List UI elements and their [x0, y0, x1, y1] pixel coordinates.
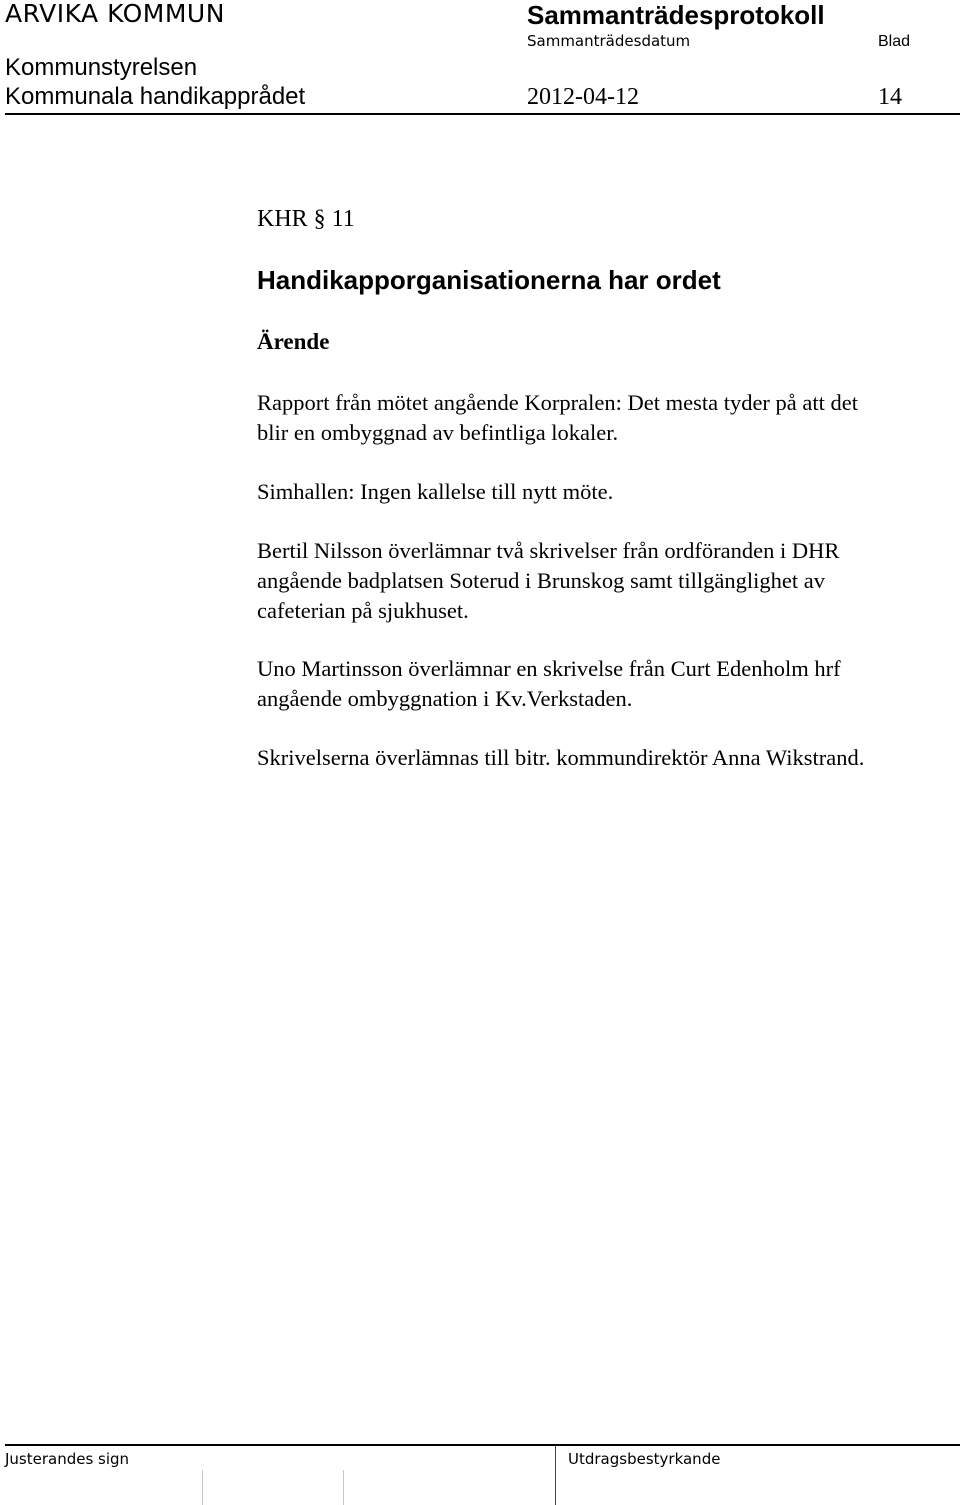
- organization-name: ARVIKA KOMMUN: [5, 0, 225, 28]
- paragraph-skrivelserna: [257, 743, 947, 773]
- paragraph-line: Skrivelserna överlämnas till bitr. kommundirektör Anna Wikstrand.: [257, 745, 865, 770]
- paragraph-korpralen: [257, 388, 947, 448]
- meeting-date-label: Sammanträdesdatum: [527, 32, 691, 50]
- paragraph-line: Rapport från mötet angående Korpralen: Det mesta tyder på att det: [257, 390, 859, 415]
- section-id: KHR § 11: [257, 206, 355, 232]
- paragraph-line: Uno Martinsson överlämnar en skrivelse från Curt Edenholm hrf: [257, 656, 841, 681]
- sub-committee-name: Kommunala handikapprådet: [5, 83, 306, 110]
- certification-label: Utdragsbestyrkande: [568, 1450, 721, 1468]
- paragraph-line: cafeterian på sjukhuset.: [257, 598, 469, 623]
- paragraph-bertil-nilsson: [257, 536, 947, 626]
- signature-box-divider: [343, 1470, 344, 1505]
- paragraph-line: Simhallen: Ingen kallelse till nytt möte.: [257, 479, 614, 504]
- header-divider: [5, 113, 960, 115]
- paragraph-line: blir en ombyggnad av befintliga lokaler.: [257, 420, 619, 445]
- paragraph-line: Bertil Nilsson överlämnar två skrivelser från ordföranden i DHR: [257, 538, 840, 563]
- footer-divider: [5, 1444, 960, 1446]
- sheet-label: Blad: [878, 33, 911, 50]
- paragraph-simhallen: [257, 477, 947, 507]
- signature-box-divider: [202, 1470, 203, 1505]
- signature-label: Justerandes sign: [5, 1450, 130, 1468]
- meeting-date: 2012-04-12: [527, 84, 639, 110]
- paragraph-line: angående badplatsen Soterud i Brunskog samt tillgänglighet av: [257, 568, 826, 593]
- section-subheading: Ärende: [257, 329, 330, 354]
- committee-name: Kommunstyrelsen: [5, 54, 198, 81]
- section-title: Handikapporganisationerna har ordet: [257, 265, 721, 295]
- sheet-number: 14: [878, 84, 902, 110]
- paragraph-line: angående ombyggnation i Kv.Verkstaden.: [257, 686, 633, 711]
- paragraph-uno-martinsson: [257, 654, 947, 714]
- document-type: Sammanträdesprotokoll: [527, 0, 825, 30]
- footer-column-divider: [555, 1446, 556, 1505]
